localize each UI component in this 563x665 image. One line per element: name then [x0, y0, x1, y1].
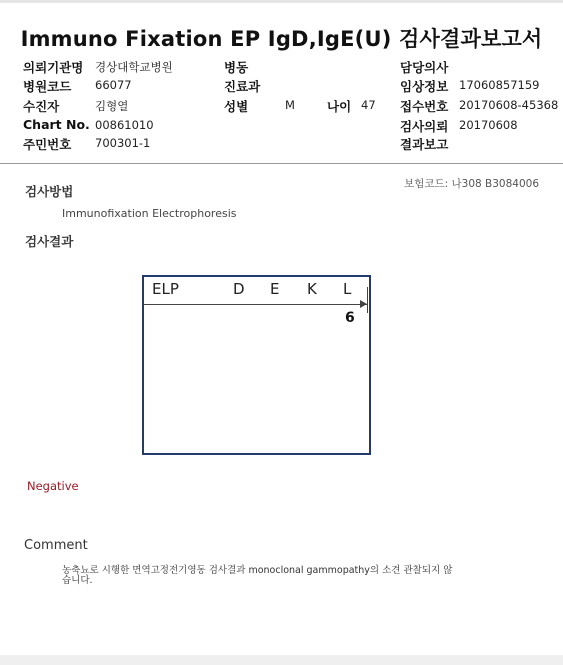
reception-no-label: 접수번호 — [400, 99, 449, 114]
resident-no-value: 700301-1 — [95, 136, 151, 150]
result-section-title: 검사결과 — [25, 234, 74, 249]
test-request-label: 검사의뢰 — [400, 119, 449, 134]
immunofixation-gel-image — [142, 275, 371, 455]
comment-title: Comment — [24, 538, 88, 553]
gel-lane-header — [144, 277, 369, 301]
hospital-code-value: 66077 — [95, 78, 132, 92]
doctor-label: 담당의사 — [400, 60, 449, 75]
chart-no-value: 00861010 — [95, 118, 154, 132]
comment-line-1: 농축뇨로 시행한 면역고정전기영동 검사결과 monoclonal gammopathy의 소견 관찰되지 않 — [62, 565, 453, 576]
gel-end-tick — [367, 287, 368, 313]
gel-lane-label-l: L — [343, 280, 352, 298]
institution-value: 경상대학교병원 — [95, 60, 173, 74]
gel-lane-label-d: D — [233, 280, 245, 298]
gel-lane-label-e: E — [270, 280, 280, 298]
report-header — [0, 3, 563, 164]
resident-no-label: 주민번호 — [23, 137, 72, 152]
recipient-value: 김형열 — [95, 99, 129, 113]
result-report-label: 결과보고 — [400, 137, 449, 152]
age-value: 47 — [361, 98, 376, 112]
comment-line-2: 습니다. — [62, 575, 93, 586]
recipient-label: 수진자 — [23, 99, 60, 114]
institution-label: 의뢰기관명 — [23, 60, 84, 75]
test-request-value: 20170608 — [459, 118, 518, 132]
gel-sample-number: 6 — [345, 310, 355, 326]
bottom-bar — [0, 655, 563, 665]
insurance-code: 보험코드: 나308 B3084006 — [404, 178, 539, 190]
result-interpretation: Negative — [27, 479, 79, 493]
reception-no-value: 20170608-45368 — [459, 98, 559, 112]
comment-text — [62, 566, 502, 586]
age-label: 나이 — [327, 99, 352, 114]
clinical-info-label: 임상정보 — [400, 79, 449, 94]
report-title: Immuno Fixation EP IgD,IgE(U) 검사결과보고서 — [20, 27, 543, 51]
hospital-code-label: 병원코드 — [23, 79, 72, 94]
department-label: 진료과 — [224, 79, 261, 94]
patient-info-grid — [0, 58, 563, 158]
method-section-title: 검사방법 — [25, 184, 74, 199]
arrow-right-icon — [360, 300, 367, 308]
method-text: Immunofixation Electrophoresis — [62, 207, 237, 220]
gel-baseline — [144, 304, 368, 305]
gel-lane-label-elp: ELP — [152, 280, 179, 298]
sex-label: 성별 — [224, 99, 249, 114]
sex-value: M — [285, 98, 295, 112]
chart-no-label: Chart No. — [23, 117, 90, 132]
clinical-info-value: 17060857159 — [459, 78, 540, 92]
ward-label: 병동 — [224, 60, 249, 75]
gel-lane-label-k: K — [307, 280, 317, 298]
